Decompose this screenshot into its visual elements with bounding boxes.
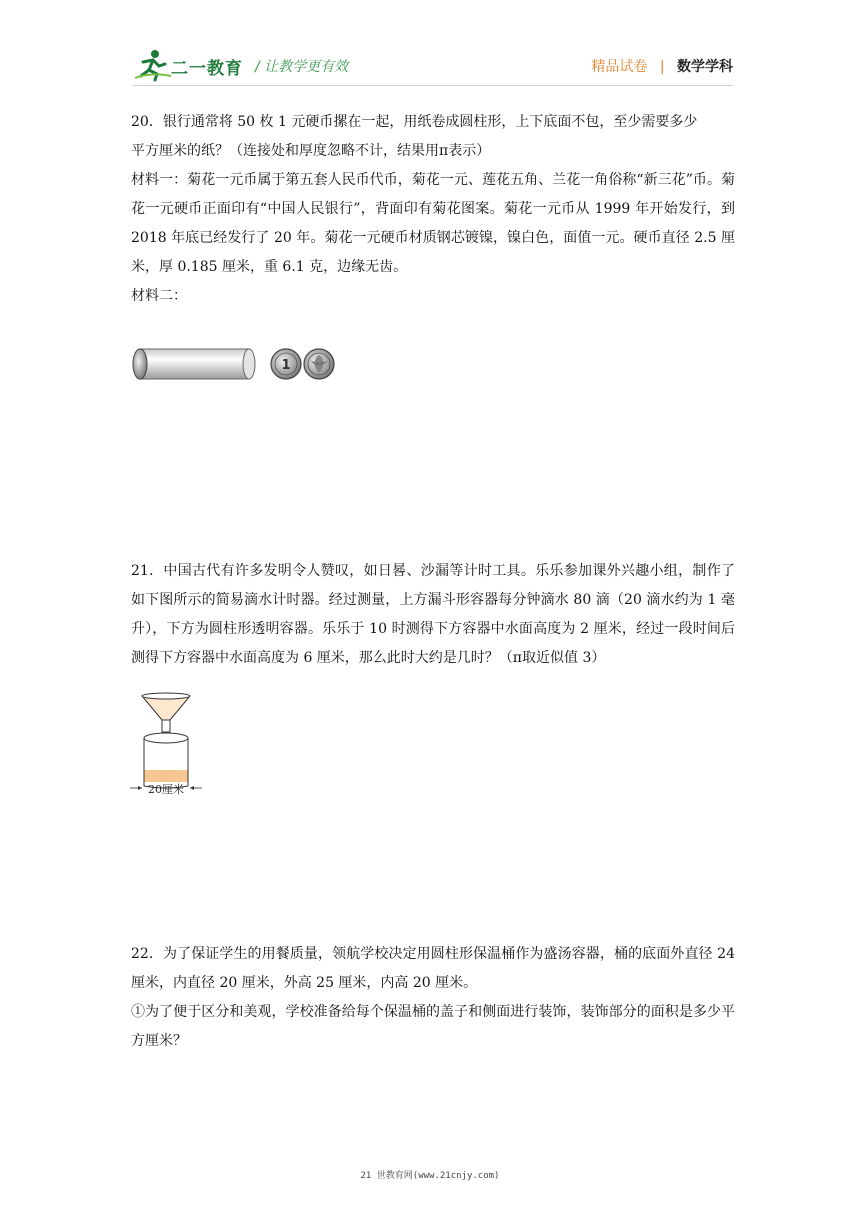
header-slogan: / 让教学更有效 (255, 59, 349, 75)
q20-material2: 材料二： (131, 288, 187, 304)
premium-label: 精品试卷 (591, 59, 648, 75)
logo (133, 48, 243, 82)
question-21 (131, 557, 735, 673)
water-clock-figure (128, 690, 208, 802)
question-20 (131, 108, 735, 311)
q20-material1: 材料一：菊花一元币属于第五套人民币代币，菊花一元、莲花五角、兰花一角俗称“新三花”币。菊花一元硬币正面印有“中国人民银行”，背面印有菊花图案。菊花一元币从 1999 年开始发行，到 2018 年底已经发行了 20 年。菊花一元硬币材质钢芯镀镍，镍白色，面值一元。硬币直径 2.5 厘米，厚 0.185 厘米，重 6.1 克，边缘无齿。 (131, 172, 735, 275)
q20-stem-line1: 20．银行通常将 50 枚 1 元硬币摞在一起，用纸卷成圆柱形，上下底面不包，至少需要多少 (131, 114, 698, 130)
question-22 (131, 940, 735, 1056)
runner-logo-icon (133, 48, 173, 82)
subject-label: 数学学科 (677, 59, 733, 75)
coin-roll-figure (131, 345, 341, 385)
coin-face-value: 1 (281, 358, 291, 373)
header-separator: | (659, 59, 665, 75)
diameter-label: 20厘米 (148, 783, 184, 796)
header-right (591, 56, 733, 76)
coin-back-icon (304, 349, 334, 379)
cylinder-container (144, 733, 188, 788)
q20-stem-line2: 平方厘米的纸？（连接处和厚度忽略不计，结果用π表示） (131, 143, 491, 159)
coin-roll (133, 349, 255, 379)
logo-text: 二一教育 (171, 59, 243, 79)
diameter-dimension (130, 782, 202, 796)
q22-stem: 22．为了保证学生的用餐质量，领航学校决定用圆柱形保温桶作为盛汤容器，桶的底面外直径 24 厘米，内直径 20 厘米，外高 25 厘米，内高 20 厘米。 (131, 946, 735, 991)
q21-stem: 21．中国古代有许多发明令人赞叹，如日晷、沙漏等计时工具。乐乐参加课外兴趣小组，制作了如下图所示的简易滴水计时器。经过测量，上方漏斗形容器每分钟滴水 80 滴（20 滴水约为 1 毫升），下方为圆柱形透明容器。乐乐于 10 时测得下方容器中水面高度为 2 厘米，经过一段时间后测得下方容器中水面高度为 6 厘米，那么此时大约是几时？（π取近似值 3） (131, 563, 735, 666)
page-footer: 21 世教育网(www.21cnjy.com) (360, 1171, 500, 1181)
page-header (133, 48, 733, 82)
q22-part1: ①为了便于区分和美观，学校准备给每个保温桶的盖子和侧面进行装饰，装饰部分的面积是多少平方厘米？ (131, 1004, 735, 1049)
coin-front-icon (271, 349, 301, 379)
header-divider (133, 85, 733, 86)
